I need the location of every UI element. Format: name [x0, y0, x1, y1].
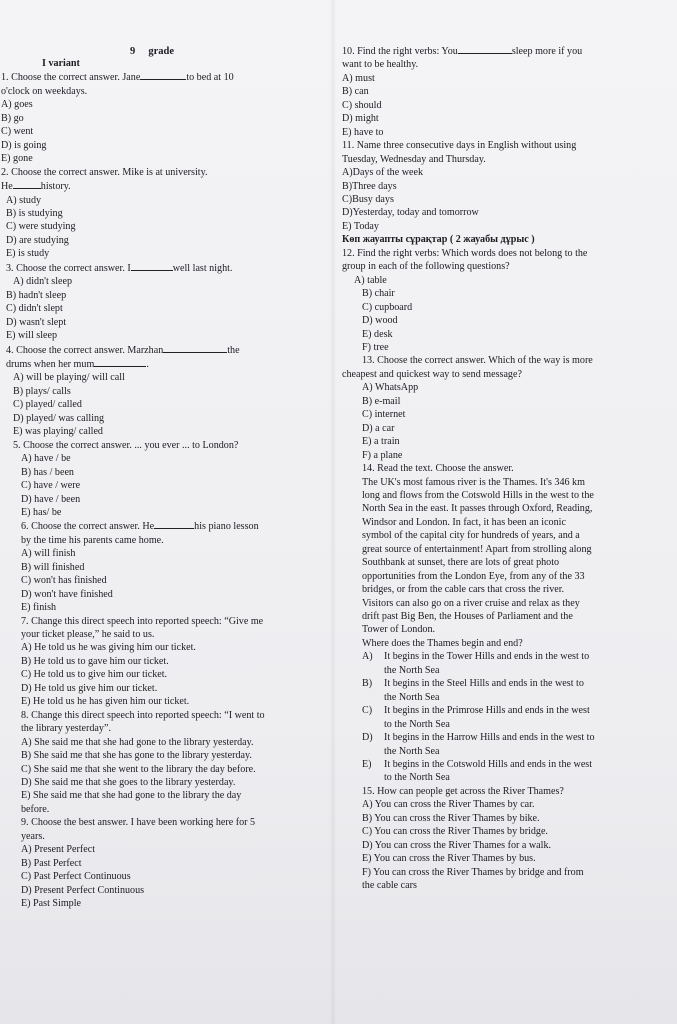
q5-option: B) has / been — [21, 466, 74, 478]
q2-option: C) were studying — [6, 221, 76, 233]
q2-option: B) is studying — [6, 207, 63, 219]
q12-option: F) tree — [362, 341, 389, 353]
q8-option: C) She said me that she went to the library the day before. — [21, 763, 256, 775]
answer-blank — [140, 70, 186, 80]
q10-option: C) should — [342, 99, 382, 111]
question-5: 5. Choose the correct answer. ... you ever ... to London? — [13, 439, 239, 451]
q2-option: A) study — [6, 194, 42, 206]
q11-option: E) Today — [342, 220, 379, 232]
q1-option: B) go — [1, 112, 24, 124]
q6-option: C) won't has finished — [21, 575, 107, 587]
question-1: 1. Choose the correct answer. Jane to bed at 10 — [1, 72, 234, 84]
q14-question: Where does the Thames begin and end? — [362, 637, 523, 649]
q14-option: B) It begins in the Steel Hills and ends in the west to the North Sea — [362, 678, 584, 703]
q12-option: E) desk — [362, 328, 393, 340]
question-14: 14. Read the text. Choose the answer. — [362, 463, 514, 475]
q7-option: B) He told us to gave him our ticket. — [21, 655, 169, 667]
q11-option: D)Yesterday, today and tomorrow — [342, 207, 479, 219]
q12-option: A) table — [354, 274, 387, 286]
q15-option: F) You can cross the River Thames by bridge and from — [362, 866, 584, 878]
q8-option: A) She said me that she had gone to the library yesterday. — [21, 736, 254, 748]
grade-number: 9 — [130, 46, 136, 57]
q12-option: B) chair — [362, 288, 395, 300]
answer-blank — [13, 179, 41, 189]
left-column: I variant 1. Choose the correct answer. Jane to bed at 10 o'clock on weekdays. A) goes B) go C) went D) is going E) gone 2. Choose the correct answer. Mike is at university. He history. A) study B) is studying C) were studying D) are studying E) is study 3. Choose the correct answer. I well last night. A) didn't sleep B) hadn't sleep C) didn't slept D) wasn't slept E) will sleep 4. Choose the correct answer. Marzhan the drums when her mum . A) will be playing/ will call B) plays/ calls C) played/ called D) played/ was calling E) was playing/ called 5. Choose the correct answer. ... you ever ... to London? A) have / be B) has / been C) have / were D) have / been E) has/ be 6. Choose the correct answer. He his piano lesson by the time his parents came home. A) will finish B) will finished C) won't has finished D) won't have finished E) finish 7. Change this direct speech into reported speech: “Give me your ticket please,” he said to us. A) He told us he was giving him our ticket. B) He told us to gave him our ticket. C) He told us to give him our ticket. D) He told us give him our ticket. E) He told us he has given him our ticket. 8. Change this direct speech into reported speech: “I went to the library yesterday”. A) She said me that she had gone to the library yesterday. B) She said me that she has gone to the library yesterday. C) She said me that she went to the library the day before. D) She said me that she goes to the library yesterday. E) She said me that she had gone to the library the day before. 9. Choose the best answer. I have been working here for 5 years. A) Present Perfect B) Past Perfect C) Past Perfect Continuous D) Present Perfect Continuous E) Past Simple — [1, 44, 321, 911]
right-column: 10. Find the right verbs: You sleep more if you want to be healthy. A) must B) can C) should D) might E) have to 11. Name three consecutive days in English without using Tuesday, Wednesday and Thursday. A)Days of the week B)Three days C)Busy days D)Yesterday, today and tomorrow E) Today Көп жауапты сұрақтар ( 2 жауабы дұрыс ) 12. Find the right verbs: Which words does not belong to the group in each of the following questions? A) table B) chair C) cupboard D) wood E) desk F) tree 13. Choose the correct answer. Which of the way is more cheapest and quickest way to send message? A) WhatsApp B) e-mail C) internet D) a car E) a train F) a plane 14. Read the text. Choose the answer. The UK's most famous river is the Thames. It's 346 km long and flows from the Cotswold Hills in the west to the North Sea in the east. It passes through Oxford, Reading, Windsor and London. In fact, it has been an iconic symbol of the capital city for hundreds of years, and a great source of entertainment! Apart from strolling along Southbank at sunset, there are lots of great photo opportunities from the London Eye, from any of the 33 bridges, or from the cable cars that cross the river. Visitors can also go on a river cruise and relax as they drift past Big Ben, the Houses of Parliament and the Tower of London. Where does the Thames begin and end? A) It begins in the Tower Hills and ends in the west to the North Sea B) It begins in the Steel Hills and ends in the west to the North Sea C) It begins in the Primrose Hills and ends in the west to the North Sea D) It begins in the Harrow Hills and ends in the west to the North Sea E) It begins in the Cotswold Hills and ends in the west to the North Sea 15. How can people get across the River Thames? A) You can cross the River Thames by car. B) You can cross the River Thames by bike. C) You can cross the River Thames by bridge. D) You can cross the River Thames for a walk. E) You can cross the River Thames by bus. F) You can cross the River Thames by bridge and from the cable cars — [342, 44, 664, 893]
q7-option: A) He told us he was giving him our ticket. — [21, 642, 196, 654]
q14-option: E) It begins in the Cotswold Hills and ends in the west to the North Sea — [362, 759, 593, 784]
answer-blank — [163, 343, 227, 353]
q1-option: C) went — [1, 126, 34, 138]
q8-option: D) She said me that she goes to the library yesterday. — [21, 777, 236, 789]
question-10: 10. Find the right verbs: You sleep more if you — [342, 46, 583, 57]
q9-option: E) Past Simple — [21, 898, 82, 910]
q1-option: D) is going — [1, 139, 47, 151]
q15-option: B) You can cross the River Thames by bike. — [362, 812, 540, 824]
q7-option: C) He told us to give him our ticket. — [21, 669, 168, 681]
q12-option: C) cupboard — [362, 301, 413, 313]
answer-blank — [94, 357, 146, 367]
q13-option: F) a plane — [362, 449, 403, 461]
q8-option: E) She said me that she had gone to the library the day — [21, 790, 242, 802]
q11-option: C)Busy days — [342, 193, 394, 205]
question-13: 13. Choose the correct answer. Which of the way is more — [362, 355, 593, 367]
q14-option: C) It begins in the Primrose Hills and ends in the west to the North Sea — [362, 705, 590, 730]
q13-option: B) e-mail — [362, 395, 401, 407]
q4-option: C) played/ called — [13, 399, 82, 411]
q1-option: A) goes — [1, 99, 33, 111]
q3-option: A) didn't sleep — [13, 276, 73, 288]
q7-option: E) He told us he has given him our ticket. — [21, 696, 190, 708]
q3-option: C) didn't slept — [6, 303, 63, 315]
q9-option: D) Present Perfect Continuous — [21, 884, 145, 896]
question-4: 4. Choose the correct answer. Marzhan the — [6, 344, 240, 356]
q10-option: B) can — [342, 86, 369, 98]
q3-option: B) hadn't sleep — [6, 289, 67, 301]
q3-option: E) will sleep — [6, 330, 58, 342]
q15-option: D) You can cross the River Thames for a walk. — [362, 839, 552, 851]
q13-option: A) WhatsApp — [362, 382, 419, 394]
q13-option: D) a car — [362, 422, 395, 434]
q4-option: E) was playing/ called — [13, 426, 103, 438]
q4-option: B) plays/ calls — [13, 385, 71, 397]
q1-option: E) gone — [1, 153, 33, 165]
q6-option: A) will finish — [21, 548, 76, 560]
answer-blank — [131, 261, 173, 271]
q7-option: D) He told us give him our ticket. — [21, 682, 158, 694]
grade-word: grade — [148, 46, 175, 57]
question-8: 8. Change this direct speech into reported speech: “I went to — [21, 709, 265, 721]
q10-option: A) must — [342, 72, 375, 84]
q9-option: C) Past Perfect Continuous — [21, 871, 131, 883]
q5-option: E) has/ be — [21, 506, 62, 518]
q9-option: B) Past Perfect — [21, 857, 82, 869]
q11-option: B)Three days — [342, 180, 397, 192]
q15-option: A) You can cross the River Thames by car. — [362, 799, 535, 811]
q8-option: B) She said me that she has gone to the library yesterday. — [21, 750, 252, 762]
question-2: 2. Choose the correct answer. Mike is at university. — [1, 166, 208, 178]
q10-option: E) have to — [342, 126, 384, 138]
q2-option: E) is study — [6, 248, 50, 260]
answer-blank — [154, 519, 194, 529]
question-15: 15. How can people get across the River Thames? — [362, 785, 564, 797]
q2-option: D) are studying — [6, 234, 69, 246]
q14-option: D) It begins in the Harrow Hills and ends in the west to the North Sea — [362, 732, 595, 757]
q6-option: B) will finished — [21, 561, 85, 573]
q14-option: A) It begins in the Tower Hills and ends in the west to the North Sea — [362, 651, 590, 676]
answer-blank — [458, 44, 512, 54]
q4-option: A) will be playing/ will call — [13, 372, 125, 384]
q5-option: A) have / be — [21, 453, 71, 465]
q5-option: D) have / been — [21, 493, 81, 505]
question-3: 3. Choose the correct answer. I well last night. — [6, 262, 233, 274]
q13-option: E) a train — [362, 436, 400, 448]
q4-option: D) played/ was calling — [13, 412, 105, 424]
q3-option: D) wasn't slept — [6, 316, 67, 328]
reading-passage: The UK's most famous river is the Thames. It's 346 km long and flows from the Cotswold Hills in the west to the North Sea in the east. It passes through Oxford, Reading, Windsor and London. In fact, it has been an iconic symbol of the capital city for hundreds of years, and a great source of entertainment! Apart from strolling along Southbank at sunset, there are lots of great photo opportunities from the London Eye, from any of the 33 bridges, or from the cable cars that cross the river. Visitors can also go on a river cruise and relax as they drift past Big Ben, the Houses of Parliament and the Tower of London. — [362, 476, 594, 636]
q6-option: D) won't have finished — [21, 588, 113, 600]
q15-option: C) You can cross the River Thames by bridge. — [362, 826, 548, 838]
variant-title: I variant — [42, 58, 80, 69]
q5-option: C) have / were — [21, 480, 81, 492]
section-heading: Көп жауапты сұрақтар ( 2 жауабы дұрыс ) — [342, 234, 535, 246]
q11-option: A)Days of the week — [342, 167, 424, 179]
q12-option: D) wood — [362, 315, 398, 327]
q15-option: E) You can cross the River Thames by bus. — [362, 853, 536, 865]
question-9: 9. Choose the best answer. I have been working here for 5 — [21, 817, 256, 829]
q13-option: C) internet — [362, 409, 406, 421]
q10-option: D) might — [342, 113, 379, 125]
question-7: 7. Change this direct speech into reported speech: “Give me — [21, 615, 264, 627]
question-6: 6. Choose the correct answer. He his piano lesson — [21, 521, 259, 533]
paper-fold — [330, 0, 336, 1024]
q6-option: E) finish — [21, 602, 57, 614]
question-12: 12. Find the right verbs: Which words does not belong to the — [342, 247, 588, 259]
question-11: 11. Name three consecutive days in English without using — [342, 140, 577, 152]
q9-option: A) Present Perfect — [21, 844, 95, 856]
